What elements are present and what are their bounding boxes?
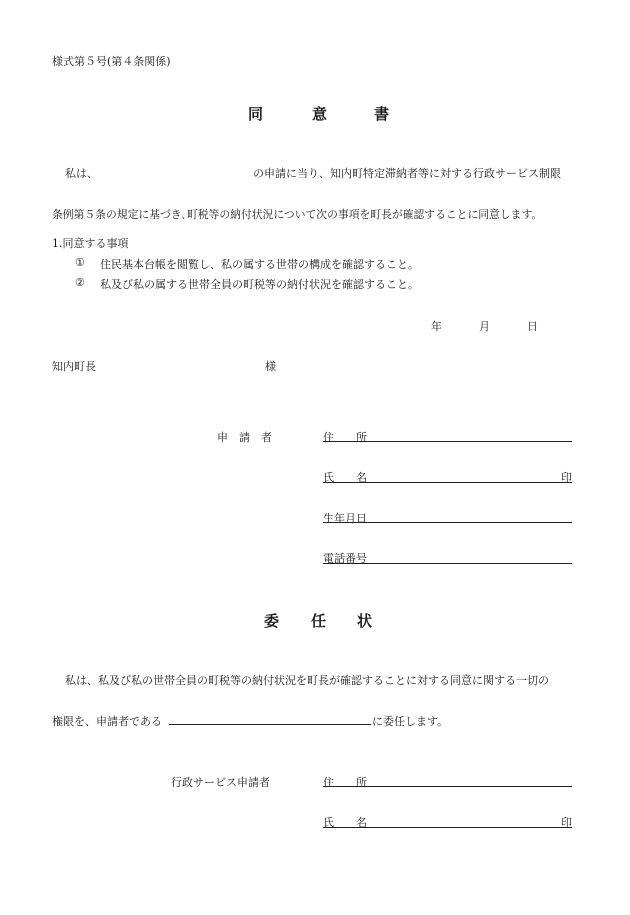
form-number: 様式第５号(第４条関係)	[52, 55, 171, 68]
applicant-birthdate-field[interactable]	[323, 522, 572, 523]
date-day-label: 日	[527, 320, 538, 333]
delegation-title-char-3: 状	[357, 612, 373, 630]
consent-item-2-text: 私及び私の属する世帯全員の町税等の納付状況を確認すること。	[100, 278, 419, 291]
consent-item-1-number: ①	[75, 256, 85, 269]
applicant-phone-label: 電話番号	[323, 552, 367, 565]
consent-title-char-3: 書	[374, 105, 390, 123]
applicant-seal-mark: 印	[561, 471, 572, 484]
delegation-line2-prefix: 権限を、申請者である	[52, 715, 162, 728]
date-year-label: 年	[431, 320, 442, 333]
date-month-label: 月	[479, 320, 490, 333]
applicant-phone-field[interactable]	[323, 563, 572, 564]
applicant-name-field[interactable]	[323, 482, 572, 483]
consent-item-2-number: ②	[75, 276, 85, 289]
consent-line1-suffix: の申請に当り、知内町特定滞納者等に対する行政サービス制限	[253, 167, 561, 180]
consent-line2: 条例第５条の規定に基づき､町税等の納付状況について次の事項を町長が確認することに同意します。	[52, 208, 543, 221]
applicant-address-field[interactable]	[323, 441, 572, 442]
delegation-line1: 私は、私及び私の世帯全員の町税等の納付状況を町長が確認することに対する同意に関する一切の	[65, 674, 549, 687]
consent-items-heading: 1.同意する事項	[52, 237, 129, 250]
delegation-address-label: 住 所	[323, 776, 367, 789]
delegation-delegate-field[interactable]	[169, 724, 371, 725]
delegation-name-label: 氏 名	[323, 816, 367, 829]
addressee-mayor: 知内町長	[52, 360, 96, 373]
applicant-birthdate-label: 生年月日	[323, 512, 367, 525]
delegation-seal-mark: 印	[561, 816, 572, 829]
consent-title-char-2: 意	[312, 105, 328, 123]
delegation-line2-suffix: に委任します。	[372, 715, 449, 728]
consent-item-1-text: 住民基本台帳を閲覧し、私の属する世帯の構成を確認すること。	[100, 258, 419, 271]
delegation-title-char-1: 委	[264, 612, 280, 630]
consent-title-char-1: 同	[248, 105, 264, 123]
consent-line1-prefix: 私は、	[65, 167, 98, 180]
delegation-name-field[interactable]	[323, 827, 572, 828]
applicant-label: 申 請 者	[217, 431, 272, 444]
delegation-address-field[interactable]	[323, 786, 572, 787]
applicant-name-label: 氏 名	[323, 471, 367, 484]
delegation-applicant-label: 行政サービス申請者	[171, 776, 270, 789]
applicant-address-label: 住 所	[323, 431, 367, 444]
addressee-honorific: 様	[265, 360, 276, 373]
delegation-title-char-2: 任	[311, 612, 327, 630]
